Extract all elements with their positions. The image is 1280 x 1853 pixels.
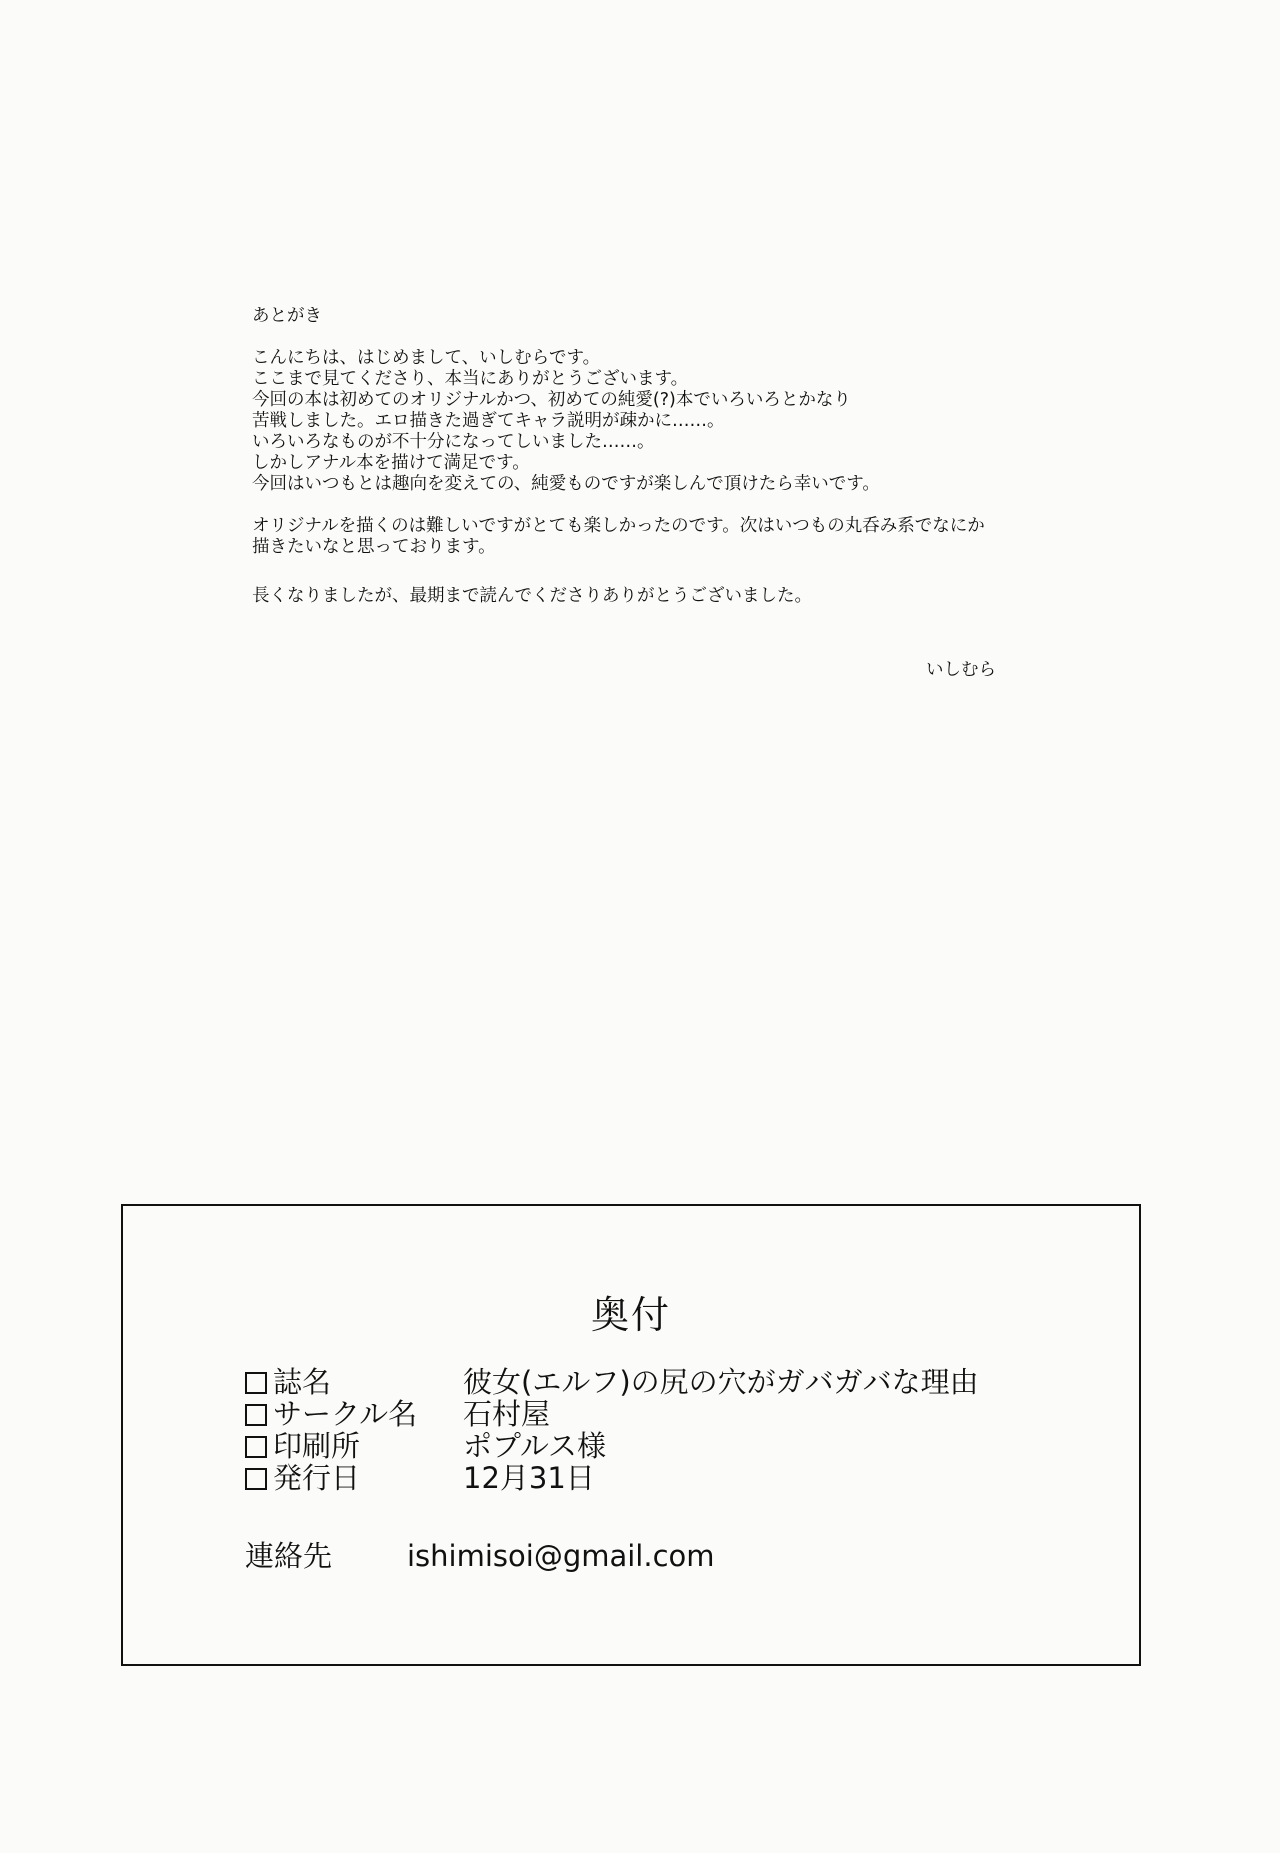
afterword-line: しかしアナル本を描けて満足です。 bbox=[252, 453, 530, 473]
colophon-contact bbox=[245, 1534, 715, 1575]
afterword-line: オリジナルを描くのは難しいですがとても楽しかったのです。次はいつもの丸呑み系でなにか bbox=[252, 516, 985, 536]
row-value: 石村屋 bbox=[463, 1397, 551, 1431]
afterword-line: 今回の本は初めてのオリジナルかつ、初めての純愛(?)本でいろいろとかなり bbox=[252, 390, 851, 410]
afterword-section bbox=[252, 306, 1132, 628]
colophon-rows bbox=[245, 1366, 979, 1494]
colophon-row-date bbox=[245, 1462, 979, 1494]
row-label: サークル名 bbox=[273, 1397, 418, 1431]
contact-email: ishimisoi@gmail.com bbox=[407, 1539, 715, 1573]
colophon-row-circle bbox=[245, 1398, 979, 1430]
afterword-line: こんにちは、はじめまして、いしむらです。 bbox=[252, 348, 601, 368]
contact-label: 連絡先 bbox=[245, 1539, 333, 1573]
afterword-line: いろいろなものが不十分になってしいました……。 bbox=[252, 432, 655, 452]
afterword-line: ここまで見てくださり、本当にありがとうございます。 bbox=[252, 369, 689, 389]
checkbox-square-icon bbox=[245, 1404, 267, 1426]
checkbox-square-icon bbox=[245, 1436, 267, 1458]
afterword-heading: あとがき bbox=[252, 306, 322, 326]
row-label: 印刷所 bbox=[273, 1429, 361, 1463]
colophon-row-printer bbox=[245, 1430, 979, 1462]
author-signature: いしむら bbox=[926, 660, 996, 680]
afterword-line: 苦戦しました。エロ描きた過ぎてキャラ説明が疎かに……。 bbox=[252, 411, 725, 431]
row-value: 彼女(エルフ)の尻の穴がガバガバな理由 bbox=[463, 1365, 979, 1399]
colophon-row-title bbox=[245, 1366, 979, 1398]
row-value: 12月31日 bbox=[463, 1461, 595, 1495]
checkbox-square-icon bbox=[245, 1372, 267, 1394]
row-label: 誌名 bbox=[273, 1365, 332, 1399]
row-label: 発行日 bbox=[273, 1461, 361, 1495]
afterword-line: 描きたいなと思っております。 bbox=[252, 537, 496, 557]
row-value: ポプルス様 bbox=[463, 1429, 606, 1463]
afterword-paragraph-1 bbox=[252, 348, 1132, 495]
afterword-paragraph-2 bbox=[252, 516, 1132, 558]
colophon-box bbox=[121, 1204, 1141, 1666]
afterword-line: 今回はいつもとは趣向を変えての、純愛ものですが楽しんで頂けたら幸いです。 bbox=[252, 474, 880, 494]
afterword-closing-line: 長くなりましたが、最期まで読んでくださりありがとうございました。 bbox=[252, 586, 812, 606]
checkbox-square-icon bbox=[245, 1468, 267, 1490]
colophon-title: 奥付 bbox=[590, 1293, 671, 1337]
afterword-closing bbox=[252, 586, 1132, 607]
